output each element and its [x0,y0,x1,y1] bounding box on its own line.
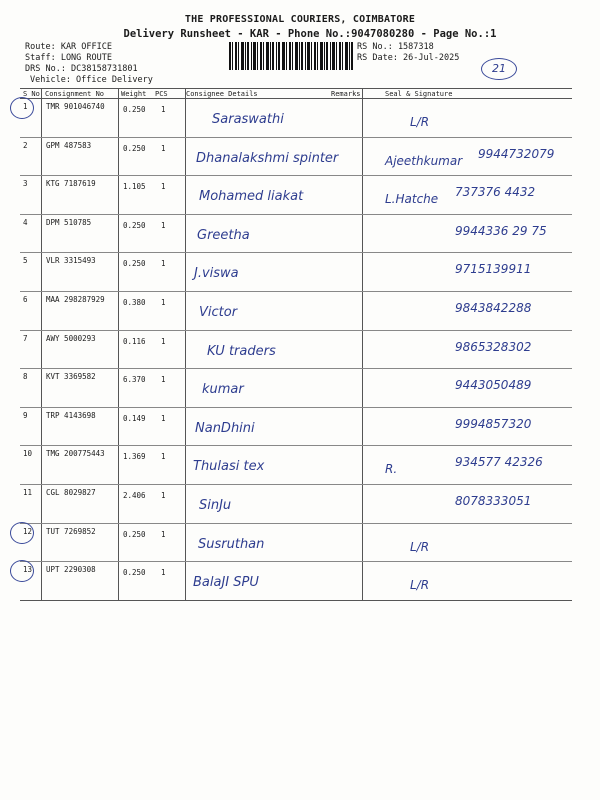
row-consignment-no: CGL 8029827 [46,488,96,497]
row-pcs: 1 [161,491,166,500]
row-weight: 0.116 [123,336,146,346]
col-header-sno: S No [23,90,40,98]
row-pcs: 1 [161,413,166,423]
row-consignment-no: TRP 4143698 [46,410,96,420]
row-sno: 6 [23,295,28,304]
row-pcs: 1 [161,568,166,578]
row-phone-handwritten: 9843842288 [455,301,532,315]
col-header-signature: Seal & Signature [385,90,453,98]
row-weight: 1.105 [123,182,146,192]
staff-label: Staff: LONG ROUTE [25,53,112,63]
row-pcs: 1 [161,220,166,230]
row-consignment-no: TMR 901046740 [46,102,105,111]
row-consignee-handwritten: Susruthan [198,536,265,552]
row-consignee-handwritten: kumar [202,382,244,398]
row-signature: L/R [410,539,430,554]
row-consignment-no: DPM 510785 [46,217,92,227]
row-consignment-no: MAA 298287929 [46,295,105,304]
row-weight: 0.250 [123,568,146,578]
row-signature: Ajeethkumar [385,153,463,168]
row-consignment-no: KVT 3369582 [46,372,96,382]
vehicle-label: Vehicle: Office Delivery [30,75,153,85]
row-weight: 6.370 [123,375,146,385]
row-sno: 5 [23,256,28,266]
row-sno: 8 [23,372,28,382]
row-pcs: 1 [161,143,166,153]
row-signature: L/R [410,578,430,593]
row-sno: 4 [23,217,28,227]
row-sno: 1 [23,102,28,111]
row-phone-handwritten: 9944732079 [478,146,555,161]
row-consignee-handwritten: Saraswathi [212,112,284,127]
row-separator [20,330,572,331]
row-separator [20,137,572,138]
row-consignee-handwritten: Greetha [197,227,250,243]
row-weight: 1.369 [123,452,146,462]
row-consignee-handwritten: Victor [199,305,238,320]
row-weight: 0.380 [123,298,146,307]
table-top-rule [20,88,572,89]
row-separator [20,484,572,485]
circled-count: 21 [481,58,517,80]
row-separator [20,445,572,446]
row-phone-handwritten: 9715139911 [455,262,532,277]
row-separator [20,368,572,369]
row-pcs: 1 [161,336,166,346]
row-pcs: 1 [161,529,166,539]
row-separator [20,407,572,408]
row-consignment-no: TMG 200775443 [46,449,105,459]
row-weight: 2.406 [123,491,146,500]
row-sno: 12 [23,526,33,536]
row-consignment-no: GPM 487583 [46,140,92,150]
document-title: THE PROFESSIONAL COURIERS, COIMBATORE [184,14,416,25]
rs-number: RS No.: 1587318 [357,42,434,52]
row-consignee-handwritten: KU traders [207,343,276,359]
barcode [229,42,354,70]
route-label: Route: KAR OFFICE [25,42,112,52]
circled-row-marker [10,560,34,582]
row-consignee-handwritten: Mohamed liakat [199,189,304,205]
row-phone-handwritten: 737376 4432 [455,185,536,200]
row-sno: 9 [23,410,28,420]
col-header-remarks: Remarks [331,90,361,98]
rs-date: RS Date: 26-Jul-2025 [357,53,460,63]
row-phone-handwritten: 9994857320 [455,416,532,431]
row-consignee-handwritten: NanDhini [195,420,255,436]
row-consignee-handwritten: Thulasi tex [193,459,265,475]
row-consignee-handwritten: BalaJI SPU [193,575,259,591]
row-separator [20,561,572,562]
table-bottom-rule [20,600,572,601]
col-header-consignment: Consignment No [45,90,105,98]
col-header-weight: Weight [121,90,147,98]
row-pcs: 1 [161,105,166,114]
row-pcs: 1 [161,375,166,385]
row-separator [20,214,572,215]
row-pcs: 1 [161,182,166,192]
row-signature: L.Hatche [385,192,439,207]
row-weight: 0.250 [123,143,146,153]
row-consignment-no: UPT 2290308 [46,565,96,575]
document-subtitle: Delivery Runsheet - KAR - Phone No.:9047080280 - Page No.:1 [123,28,497,40]
row-phone-handwritten: 8078333051 [455,494,532,508]
row-phone-handwritten: 9443050489 [455,378,532,393]
row-pcs: 1 [161,298,166,307]
row-consignee-handwritten: J.viswa [194,266,239,282]
row-signature: L/R [410,115,430,129]
row-consignee-handwritten: Dhanalakshmi spinter [196,150,339,166]
drs-label: DRS No.: DC38158731801 [25,64,138,74]
circled-row-marker [10,97,34,119]
table-header-rule [20,98,572,99]
row-sno: 7 [23,333,28,343]
row-sno: 10 [23,449,33,459]
row-separator [20,523,572,524]
row-weight: 0.149 [123,413,146,423]
row-consignee-handwritten: SinJu [199,498,232,513]
row-sno: 11 [23,488,33,497]
col-header-pcs: PCS [155,90,168,98]
row-consignment-no: VLR 3315493 [46,256,96,266]
row-weight: 0.250 [123,259,146,269]
row-pcs: 1 [161,452,166,462]
row-sno: 3 [23,179,28,189]
row-separator [20,252,572,253]
row-consignment-no: TUT 7269852 [46,526,96,536]
row-weight: 0.250 [123,105,146,114]
row-phone-handwritten: 9944336 29 75 [455,223,547,238]
row-weight: 0.250 [123,220,146,230]
row-phone-handwritten: 934577 42326 [455,455,543,470]
col-header-consignee: Consignee Details [186,90,258,98]
row-weight: 0.250 [123,529,146,539]
row-pcs: 1 [161,259,166,269]
row-signature: R. [385,462,398,477]
row-separator [20,175,572,176]
row-phone-handwritten: 9865328302 [455,339,532,354]
row-separator [20,291,572,292]
row-sno: 2 [23,140,28,150]
row-consignment-no: KTG 7187619 [46,179,96,189]
circled-row-marker [10,522,34,544]
row-consignment-no: AWY 5000293 [46,333,96,343]
row-sno: 13 [23,565,33,575]
